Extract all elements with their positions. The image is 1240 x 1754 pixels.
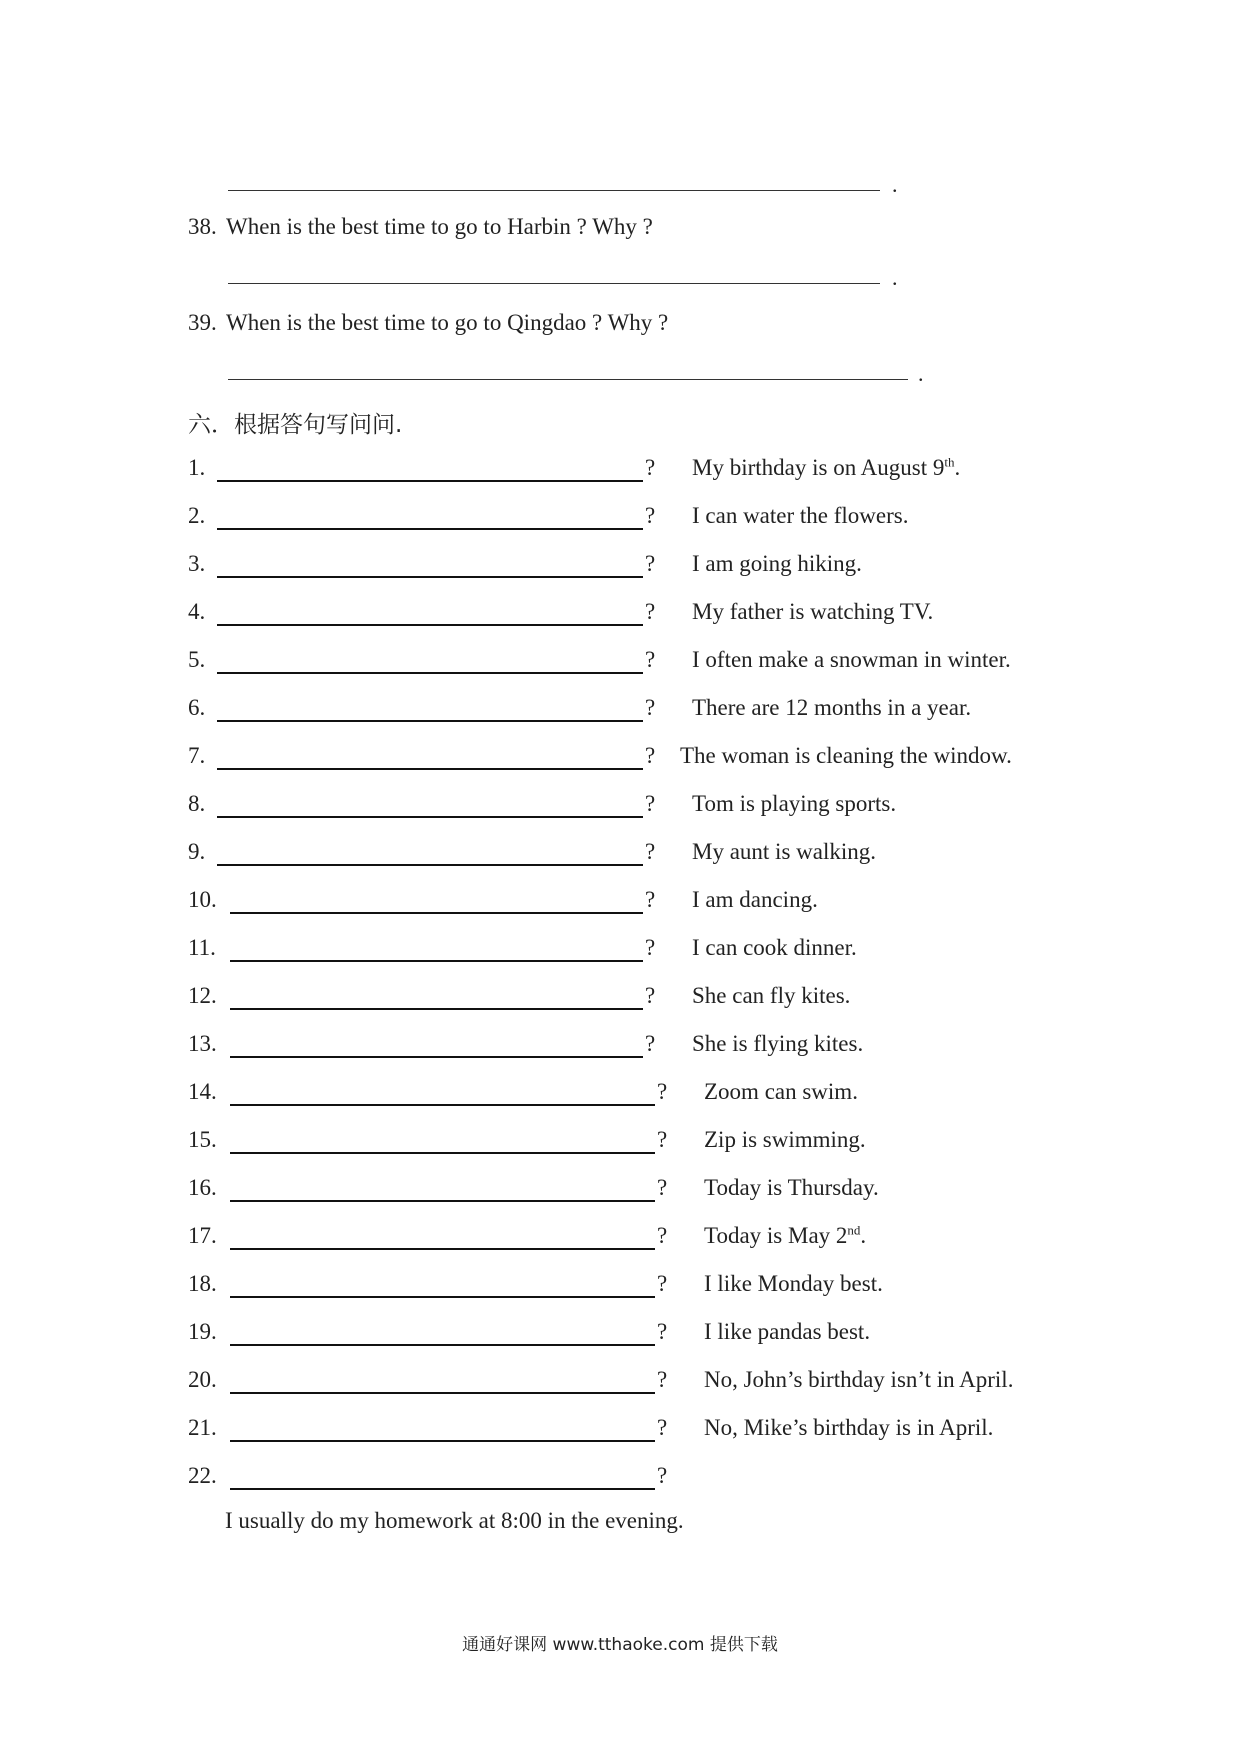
answer-text: My aunt is walking. (692, 839, 876, 864)
question-blank[interactable] (230, 912, 643, 914)
item-number: 8. (188, 791, 206, 816)
answer-tail: . (860, 1223, 867, 1248)
item-answer (692, 839, 876, 865)
item-number: 14. (188, 1079, 217, 1104)
item-number: 4. (188, 599, 206, 624)
question-mark: ? (645, 983, 656, 1008)
question-blank[interactable] (217, 528, 643, 530)
answer-tail: . (954, 455, 961, 480)
question-blank[interactable] (217, 768, 643, 770)
question-blank[interactable] (230, 960, 643, 962)
item-answer (692, 551, 862, 577)
answer-text: I like pandas best. (704, 1319, 871, 1344)
item-number: 13. (188, 1031, 217, 1056)
question-mark: ? (645, 599, 656, 624)
question-blank[interactable] (230, 1488, 655, 1490)
item-answer (692, 647, 1011, 673)
item-number: 12. (188, 983, 217, 1008)
answer-text: My birthday is on August 9 (692, 455, 945, 480)
answer-text: She can fly kites. (692, 983, 851, 1008)
question-blank[interactable] (217, 720, 643, 722)
question-mark: ? (645, 695, 656, 720)
item-answer (704, 1319, 870, 1345)
item-answer (704, 1415, 993, 1441)
answer-text: The woman is cleaning the window. (680, 743, 1012, 768)
item-number: 2. (188, 503, 206, 528)
answer-text: Tom is playing sports. (692, 791, 897, 816)
answer-text: Zoom can swim. (704, 1079, 858, 1104)
question-mark: ? (657, 1271, 668, 1296)
item-number: 15. (188, 1127, 217, 1152)
line-end-period: . (892, 265, 898, 290)
question-mark: ? (645, 935, 656, 960)
item-answer (692, 1031, 863, 1057)
question-blank[interactable] (217, 480, 643, 482)
item-number: 17. (188, 1223, 217, 1248)
item-number: 16. (188, 1175, 217, 1200)
answer-line[interactable] (228, 379, 908, 380)
question-39-number: 39. (188, 310, 217, 335)
item-answer (680, 743, 1012, 769)
question-38-text: When is the best time to go to Harbin ? Why ? (226, 214, 653, 239)
item-answer (704, 1223, 866, 1249)
item-number: 21. (188, 1415, 217, 1440)
answer-text: I am dancing. (692, 887, 818, 912)
question-blank[interactable] (230, 1296, 655, 1298)
line-end-period: . (918, 361, 924, 386)
answer-superscript: nd (847, 1222, 861, 1238)
question-blank[interactable] (217, 864, 643, 866)
question-mark: ? (657, 1319, 668, 1344)
item-22-answer: I usually do my homework at 8:00 in the evening. (225, 1508, 684, 1533)
question-mark: ? (645, 887, 656, 912)
question-blank[interactable] (230, 1344, 655, 1346)
question-blank[interactable] (230, 1248, 655, 1250)
item-answer (692, 935, 857, 961)
question-mark: ? (657, 1415, 668, 1440)
answer-text: There are 12 months in a year. (692, 695, 972, 720)
question-39-text: When is the best time to go to Qingdao ? Why ? (226, 310, 669, 335)
item-answer (692, 887, 818, 913)
answer-text: She is flying kites. (692, 1031, 864, 1056)
question-blank[interactable] (230, 1008, 643, 1010)
answer-text: No, John’s birthday isn’t in April. (704, 1367, 1014, 1392)
item-number: 11. (188, 935, 216, 960)
item-answer (704, 1079, 858, 1105)
question-blank[interactable] (230, 1200, 655, 1202)
item-number: 9. (188, 839, 206, 864)
question-blank[interactable] (230, 1152, 655, 1154)
answer-line[interactable] (228, 190, 880, 191)
page-footer: 通通好课网 www.tthaoke.com 提供下载 (462, 1635, 778, 1655)
question-mark: ? (645, 839, 656, 864)
question-mark: ? (645, 551, 656, 576)
question-blank[interactable] (217, 624, 643, 626)
item-number: 20. (188, 1367, 217, 1392)
answer-text: I can cook dinner. (692, 935, 857, 960)
question-blank[interactable] (230, 1440, 655, 1442)
item-number: 18. (188, 1271, 217, 1296)
item-answer (704, 1175, 879, 1201)
question-mark: ? (645, 455, 656, 480)
question-mark: ? (657, 1127, 668, 1152)
answer-text: I am going hiking. (692, 551, 862, 576)
item-number: 7. (188, 743, 206, 768)
item-answer (692, 455, 960, 481)
question-blank[interactable] (230, 1056, 643, 1058)
question-blank[interactable] (230, 1104, 655, 1106)
question-mark: ? (657, 1223, 668, 1248)
answer-text: Zip is swimming. (704, 1127, 866, 1152)
answer-text: Today is Thursday. (704, 1175, 879, 1200)
question-blank[interactable] (217, 816, 643, 818)
item-answer (692, 791, 896, 817)
item-number: 22. (188, 1463, 217, 1488)
answer-line[interactable] (228, 283, 880, 284)
answer-text: I can water the flowers. (692, 503, 909, 528)
question-blank[interactable] (230, 1392, 655, 1394)
answer-text: Today is May 2 (704, 1223, 848, 1248)
item-answer (704, 1127, 866, 1153)
item-number: 5. (188, 647, 206, 672)
question-mark: ? (657, 1367, 668, 1392)
item-number: 1. (188, 455, 206, 480)
answer-superscript: th (944, 454, 955, 470)
question-mark: ? (645, 743, 656, 768)
question-blank[interactable] (217, 576, 643, 578)
item-number: 3. (188, 551, 206, 576)
question-mark: ? (657, 1079, 668, 1104)
question-blank[interactable] (217, 672, 643, 674)
item-answer (692, 983, 850, 1009)
question-38-number: 38. (188, 214, 217, 239)
question-mark: ? (657, 1175, 668, 1200)
question-mark: ? (645, 791, 656, 816)
answer-text: No, Mike’s birthday is in April. (704, 1415, 994, 1440)
item-answer (692, 695, 971, 721)
answer-text: My father is watching TV. (692, 599, 934, 624)
item-answer (704, 1367, 1013, 1393)
answer-text: I often make a snowman in winter. (692, 647, 1011, 672)
item-answer (692, 503, 908, 529)
item-answer (704, 1271, 883, 1297)
question-mark: ? (657, 1463, 668, 1488)
question-mark: ? (645, 503, 656, 528)
section-title: 六．根据答句写问问. (188, 412, 403, 438)
question-mark: ? (645, 1031, 656, 1056)
answer-text: I like Monday best. (704, 1271, 883, 1296)
item-answer (692, 599, 933, 625)
line-end-period: . (892, 172, 898, 197)
item-number: 10. (188, 887, 217, 912)
question-mark: ? (645, 647, 656, 672)
item-number: 6. (188, 695, 206, 720)
item-number: 19. (188, 1319, 217, 1344)
